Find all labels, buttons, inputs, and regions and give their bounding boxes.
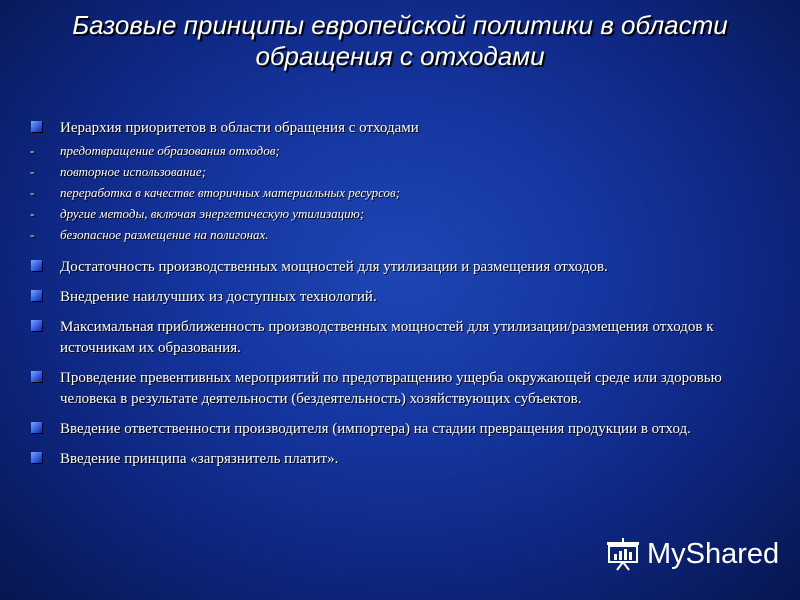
list-item: - повторное использование; [30, 161, 775, 182]
slide-title-line-2: обращения с отходами [255, 41, 545, 71]
bullet-capacity [30, 257, 775, 278]
square-bullet-icon [31, 320, 42, 331]
bullet-text: Введение ответственности производителя (импортера) на стадии превращения продукции в отход. [60, 421, 691, 437]
logo-text: MyShared [647, 537, 780, 570]
myshared-logo[interactable] [605, 534, 779, 574]
bullet-text: Введение принципа «загрязнитель платит». [60, 451, 339, 467]
slide-title-line-1: Базовые принципы европейской политики в области [72, 10, 728, 40]
slide-content [30, 118, 775, 479]
bullet-proximity [30, 317, 775, 359]
square-bullet-icon [31, 260, 42, 271]
square-bullet-icon [31, 290, 42, 301]
list-item: - переработка в качестве вторичных материальных ресурсов; [30, 182, 775, 203]
dash-marker: - [30, 185, 35, 200]
bullet-polluter-pays [30, 449, 775, 470]
slide-title [30, 10, 770, 72]
square-bullet-icon [31, 121, 42, 132]
square-bullet-icon [31, 452, 42, 463]
bullet-text: Достаточность производственных мощностей для утилизации и размещения отходов. [60, 259, 608, 275]
dash-marker: - [30, 227, 35, 242]
bullet-text: Проведение превентивных мероприятий по предотвращению ущерба окружающей среде или здоровью человека в результате деятельности (бездеятельность) хозяйствующих субъектов. [60, 370, 722, 407]
bullet-prevention [30, 368, 775, 410]
list-item: - безопасное размещение на полигонах. [30, 224, 775, 245]
list-item: - другие методы, включая энергетическую утилизацию; [30, 203, 775, 224]
bullet-text: Иерархия приоритетов в области обращения с отходами [60, 120, 419, 136]
bullet-text: Максимальная приближенность производственных мощностей для утилизации/размещения отходов к источникам их образования. [60, 319, 714, 356]
square-bullet-icon [31, 371, 42, 382]
square-bullet-icon [31, 422, 42, 433]
dash-marker: - [30, 164, 35, 179]
list-item: - предотвращение образования отходов; [30, 140, 775, 161]
bullet-responsibility [30, 419, 775, 440]
bullet-hierarchy [30, 118, 775, 139]
bullet-technologies [30, 287, 775, 308]
presentation-board-icon [605, 536, 641, 572]
hierarchy-list [30, 140, 775, 245]
bullet-text: Внедрение наилучших из доступных технологий. [60, 289, 377, 305]
dash-marker: - [30, 206, 35, 221]
dash-marker: - [30, 143, 35, 158]
